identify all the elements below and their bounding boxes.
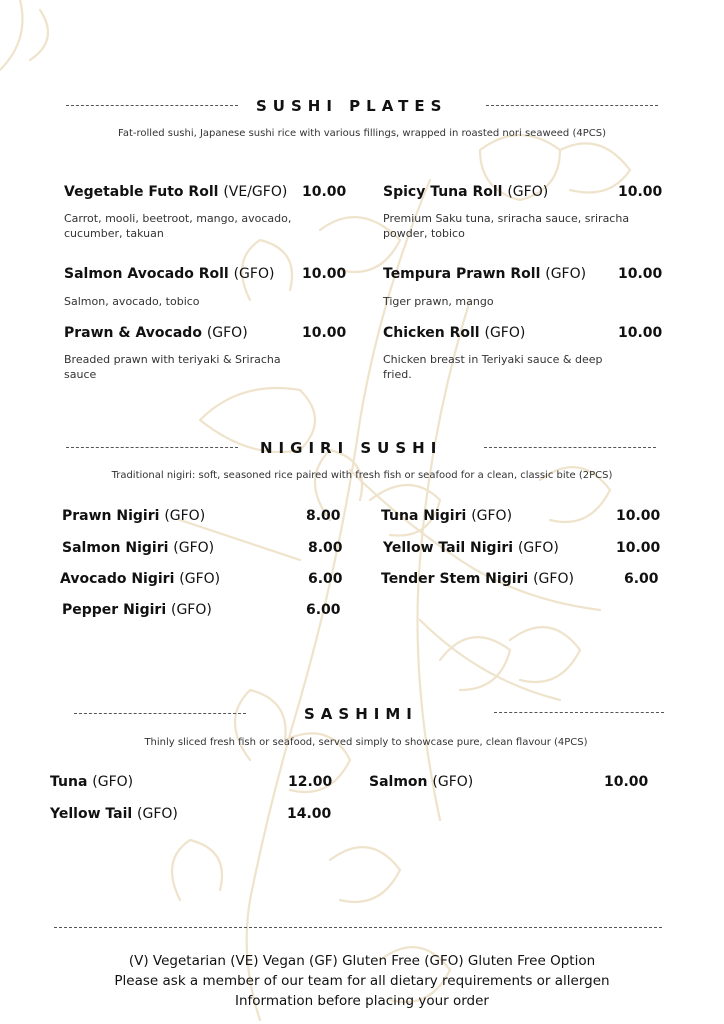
menu-item-name: Tempura Prawn Roll (GFO) [383, 266, 587, 282]
menu-item-price: 10.00 [618, 325, 663, 341]
section-divider [494, 712, 664, 713]
menu-item-price: 10.00 [604, 774, 649, 790]
section-divider [486, 105, 658, 106]
menu-item-name: Tuna Nigiri (GFO) [381, 508, 513, 524]
menu-item-description: Tiger prawn, mango [383, 295, 494, 308]
section-divider [66, 105, 238, 106]
menu-item-price: 10.00 [302, 325, 347, 341]
allergen-notice: Please ask a member of our team for all dietary requirements or allergen [114, 973, 610, 989]
menu-item-name: Salmon Avocado Roll (GFO) [64, 266, 275, 282]
menu-item-price: 8.00 [308, 540, 343, 556]
menu-item-price: 10.00 [618, 266, 663, 282]
menu-item-price: 10.00 [616, 540, 661, 556]
menu-item-price: 10.00 [616, 508, 661, 524]
menu-item-name: Yellow Tail Nigiri (GFO) [383, 540, 559, 556]
section-heading-sushi-plates: SUSHI PLATES [256, 97, 448, 115]
menu-item-name: Salmon Nigiri (GFO) [62, 540, 215, 556]
menu-item-name: Pepper Nigiri (GFO) [62, 602, 212, 618]
menu-item-description: Premium Saku tuna, sriracha sauce, sriracha powder, tobico [383, 212, 630, 240]
section-heading-sashimi: SASHIMI [304, 705, 418, 723]
menu-item-name: Prawn Nigiri (GFO) [62, 508, 206, 524]
section-divider [66, 447, 238, 448]
menu-item-price: 6.00 [306, 602, 341, 618]
allergen-notice-continued: Information before placing your order [234, 993, 489, 1009]
menu-item-price: 14.00 [287, 806, 332, 822]
footer-divider [54, 927, 662, 928]
menu-item-name: Salmon (GFO) [369, 774, 474, 790]
menu-item-name: Spicy Tuna Roll (GFO) [383, 184, 549, 200]
section-divider [74, 713, 246, 714]
menu-item-description: Chicken breast in Teriyaki sauce & deep fried. [383, 353, 603, 381]
menu-item-name: Tender Stem Nigiri (GFO) [381, 571, 574, 587]
menu-item-price: 10.00 [618, 184, 663, 200]
menu-item-name: Prawn & Avocado (GFO) [64, 325, 248, 341]
menu-item-name: Chicken Roll (GFO) [383, 325, 526, 341]
section-divider [484, 447, 656, 448]
menu-item-price: 10.00 [302, 266, 347, 282]
section-description: Fat-rolled sushi, Japanese sushi rice with various fillings, wrapped in roasted nori seaweed (4PCS) [118, 128, 606, 139]
menu-item-price: 6.00 [624, 571, 659, 587]
menu-item-description: Breaded prawn with teriyaki & Sriracha sauce [64, 353, 281, 381]
menu-item-description: Carrot, mooli, beetroot, mango, avocado, cucumber, takuan [64, 212, 292, 240]
menu-item-price: 12.00 [288, 774, 333, 790]
dietary-legend: (V) Vegetarian (VE) Vegan (GF) Gluten Free (GFO) Gluten Free Option [128, 953, 596, 969]
section-description: Traditional nigiri: soft, seasoned rice paired with fresh fish or seafood for a clean, classic bite (2PCS) [111, 470, 613, 481]
menu-item-name: Vegetable Futo Roll (VE/GFO) [64, 184, 288, 200]
section-heading-nigiri-sushi: NIGIRI SUSHI [260, 439, 443, 457]
menu-item-name: Avocado Nigiri (GFO) [60, 571, 221, 587]
menu-item-price: 8.00 [306, 508, 341, 524]
menu-item-name: Yellow Tail (GFO) [50, 806, 178, 822]
menu-item-description: Salmon, avocado, tobico [64, 295, 200, 308]
menu-item-name: Tuna (GFO) [50, 774, 134, 790]
menu-item-price: 6.00 [308, 571, 343, 587]
section-description: Thinly sliced fresh fish or seafood, served simply to showcase pure, clean flavour (4PCS) [144, 737, 588, 748]
menu-item-price: 10.00 [302, 184, 347, 200]
